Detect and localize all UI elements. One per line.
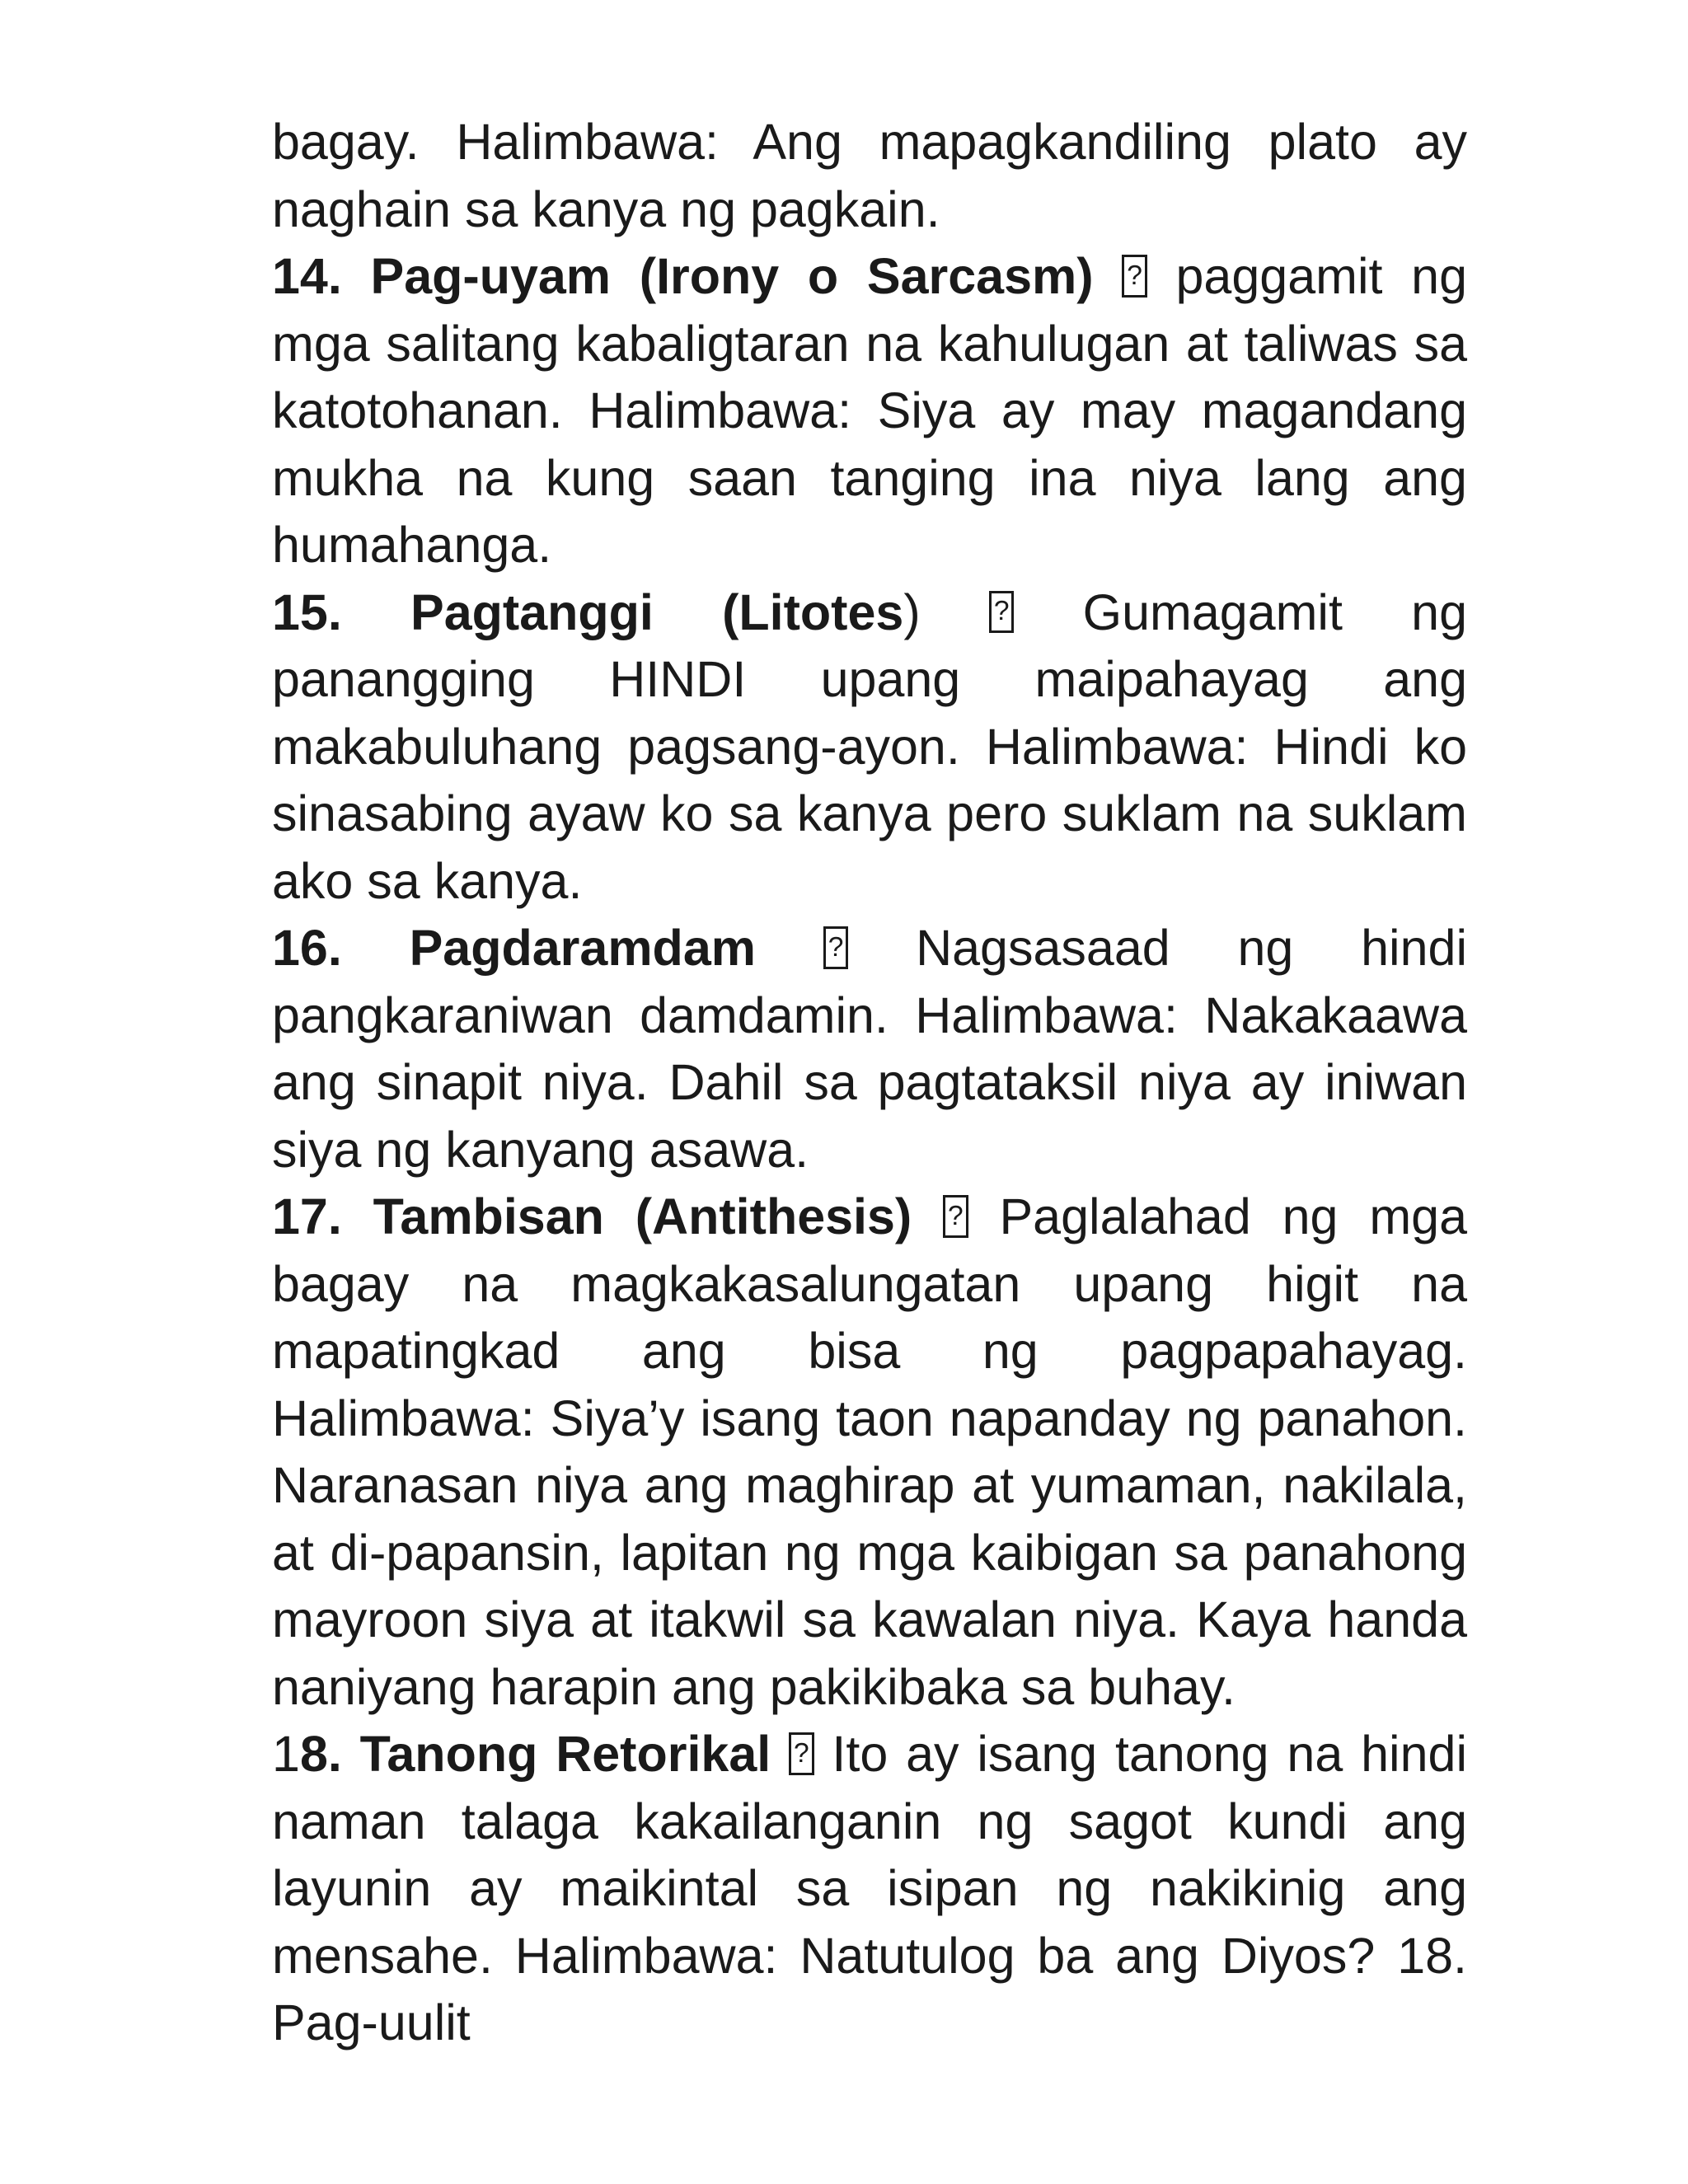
entry-term: 8. Tanong Retorikal [299,1726,771,1782]
missing-glyph-box-icon [943,1195,968,1238]
entry-term: 14. Pag-uyam (Irony o Sarcasm) [272,248,1094,304]
figure-of-speech-entry-18 [272,1721,1467,2057]
missing-glyph-box-icon [789,1732,814,1775]
entry-term: 15. Pagtanggi (Litotes [272,583,904,640]
entry-term-prefix: 1 [272,1726,300,1782]
entry-definition: Nagsasaad ng hindi pangkaraniwan damdamin. Halimbawa: Nakakaawa ang sinapit niya. Dahil sa pagtataksil niya ay iniwan siya ng kanyang asawa. [272,920,1467,1178]
figure-of-speech-entry-14 [272,243,1467,579]
entry-term: 16. Pagdaramdam [272,920,756,976]
entry-term: 17. Tambisan (Antithesis) [272,1188,912,1244]
entry-definition: Ito ay isang tanong na hindi naman talaga kakailanganin ng sagot kundi ang layunin ay maikintal sa isipan ng nakikinig ang mensahe. Halimbawa: Natutulog ba ang Diyos? 18. Pag-uulit [272,1726,1467,2050]
figure-of-speech-entry-17 [272,1183,1467,1721]
missing-glyph-box-icon [823,926,849,969]
entry-definition: Gumagamit ng panangging HINDI upang maipahayag ang makabuluhang pagsang-ayon. Halimbawa: Hindi ko sinasabing ayaw ko sa kanya pero suklam na suklam ako sa kanya. [272,583,1468,909]
figure-of-speech-entry-16 [272,915,1467,1183]
document-page [272,109,1467,2057]
entry-term-closing: ) [903,583,921,640]
entry-definition: Paglalahad ng mga bagay na magkakasalungatan upang higit na mapatingkad ang bisa ng pagpapahayag. Halimbawa: Siya’y isang taon napanday ng panahon. Naranasan niya ang maghirap at yumaman, nakilala, at di-papansin, lapitan ng mga kaibigan sa panahong mayroon siya at itakwil sa kawalan niya. Kaya handa naniyang harapin ang pakikibaka sa buhay. [272,1188,1468,1715]
missing-glyph-box-icon [1122,255,1147,298]
entry-definition: paggamit ng mga salitang kabaligtaran na kahulugan at taliwas sa katotohanan. Halimbawa: Siya ay may magandang mukha na kung saan tanging ina niya lang ang humahanga. [272,248,1467,573]
figure-of-speech-entry-15 [272,579,1467,916]
continuation-paragraph: bagay. Halimbawa: Ang mapagkandiling plato ay naghain sa kanya ng pagkain. [272,114,1467,237]
missing-glyph-box-icon [989,591,1015,634]
